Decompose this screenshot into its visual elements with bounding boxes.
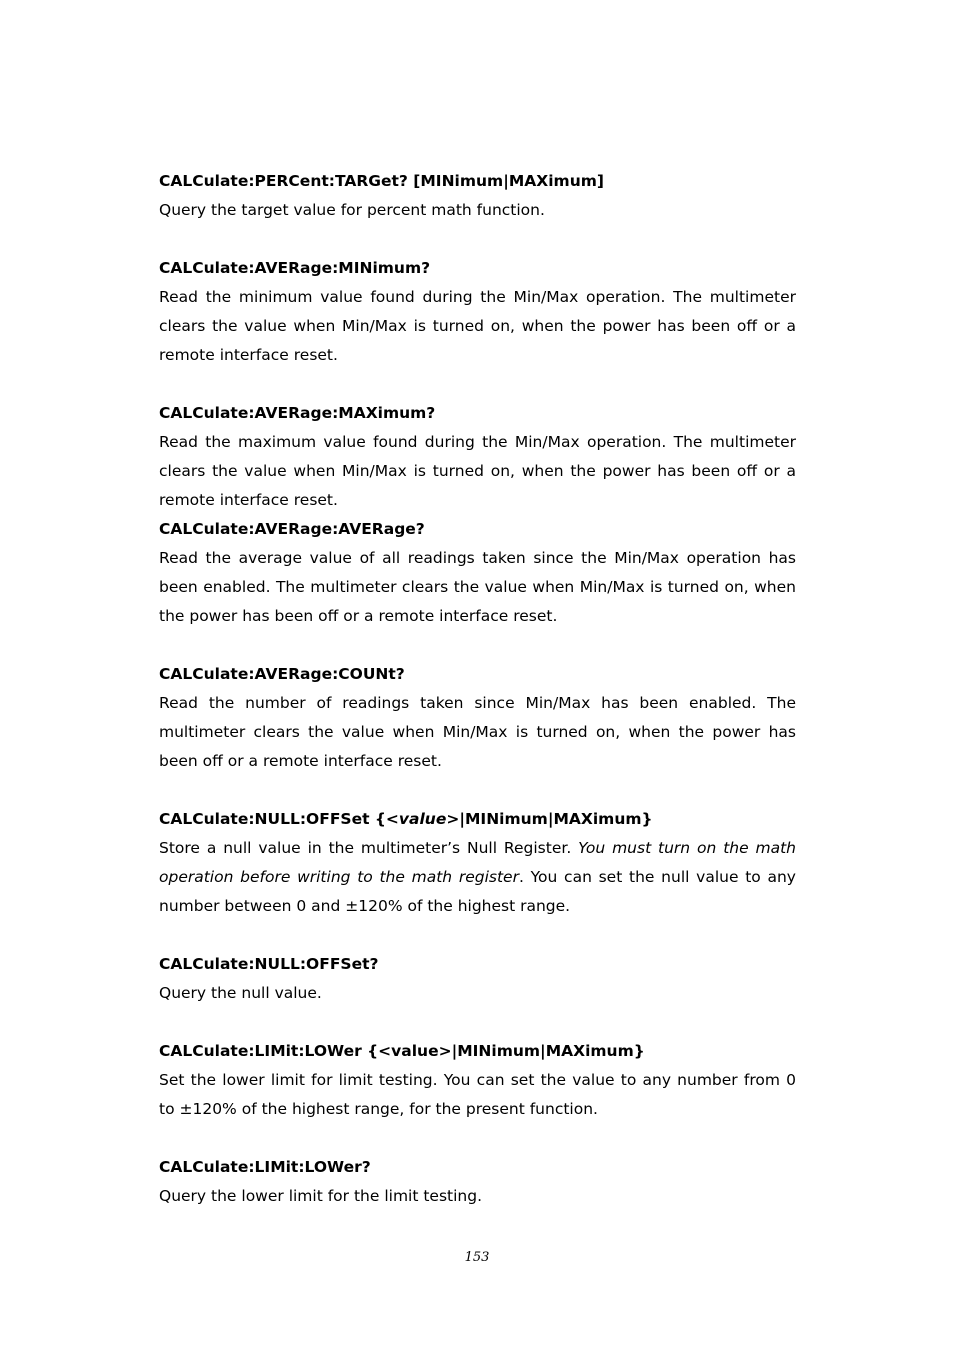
command-title-percent-target-query: CALCulate:PERCent:TARGet? [MINimum|MAXimum] <box>159 172 604 190</box>
command-title-average-count: CALCulate:AVERage:COUNt? <box>159 665 405 683</box>
desc-part: Store a null value in the multimeter’s Null Register. <box>159 839 579 857</box>
command-title-null-offset-query: CALCulate:NULL:OFFSet? <box>159 955 379 973</box>
command-description-null-offset-query: Query the null value. <box>159 984 322 1002</box>
command-title-null-offset-set <box>159 805 796 834</box>
command-description-percent-target-query: Query the target value for percent math function. <box>159 201 545 219</box>
page-number: 153 <box>464 1250 490 1265</box>
title-part: CALCulate:NULL:OFFSet {< <box>159 810 399 828</box>
command-description-limit-lower-query: Query the lower limit for the limit testing. <box>159 1187 483 1205</box>
command-description-limit-lower-set: Set the lower limit for limit testing. You can set the value to any number from 0 to ±120% of the highest range, for the present function. <box>159 1071 796 1118</box>
command-title-average-average: CALCulate:AVERage:AVERage? <box>159 520 425 538</box>
command-description-null-offset-set <box>159 834 796 921</box>
command-title-limit-lower-set: CALCulate:LIMit:LOWer {<value>|MINimum|MAXimum} <box>159 1042 645 1060</box>
section-spacer <box>159 370 796 399</box>
command-description-average-maximum: Read the maximum value found during the Min/Max operation. The multimeter clears the value when Min/Max is turned on, when the power has been off or a remote interface reset. <box>159 433 796 509</box>
command-description-average-minimum: Read the minimum value found during the Min/Max operation. The multimeter clears the value when Min/Max is turned on, when the power has been off or a remote interface reset. <box>159 288 796 364</box>
desc-part-italic: You must turn on the math operation before writing to the math register <box>159 839 797 886</box>
document-body <box>159 167 796 1211</box>
section-spacer <box>159 225 796 254</box>
section-spacer <box>159 631 796 660</box>
command-title-limit-lower-query: CALCulate:LIMit:LOWer? <box>159 1158 371 1176</box>
section-spacer <box>159 776 796 805</box>
section-spacer <box>159 1008 796 1037</box>
section-spacer <box>159 1124 796 1153</box>
title-part-italic: value <box>398 810 447 828</box>
command-description-average-count: Read the number of readings taken since Min/Max has been enabled. The multimeter clears the value when Min/Max is turned on, when the power has been off or a remote interface reset. <box>159 694 796 770</box>
desc-part: . You can set the null value to any number between 0 and ±120% of the highest range. <box>159 868 796 915</box>
command-title-average-maximum: CALCulate:AVERage:MAXimum? <box>159 404 436 422</box>
command-title-average-minimum: CALCulate:AVERage:MINimum? <box>159 259 431 277</box>
title-part: >|MINimum|MAXimum} <box>446 810 653 828</box>
command-description-average-average: Read the average value of all readings taken since the Min/Max operation has been enabled. The multimeter clears the value when Min/Max is turned on, when the power has been off or a remote interface reset. <box>159 549 796 625</box>
section-spacer <box>159 921 796 950</box>
